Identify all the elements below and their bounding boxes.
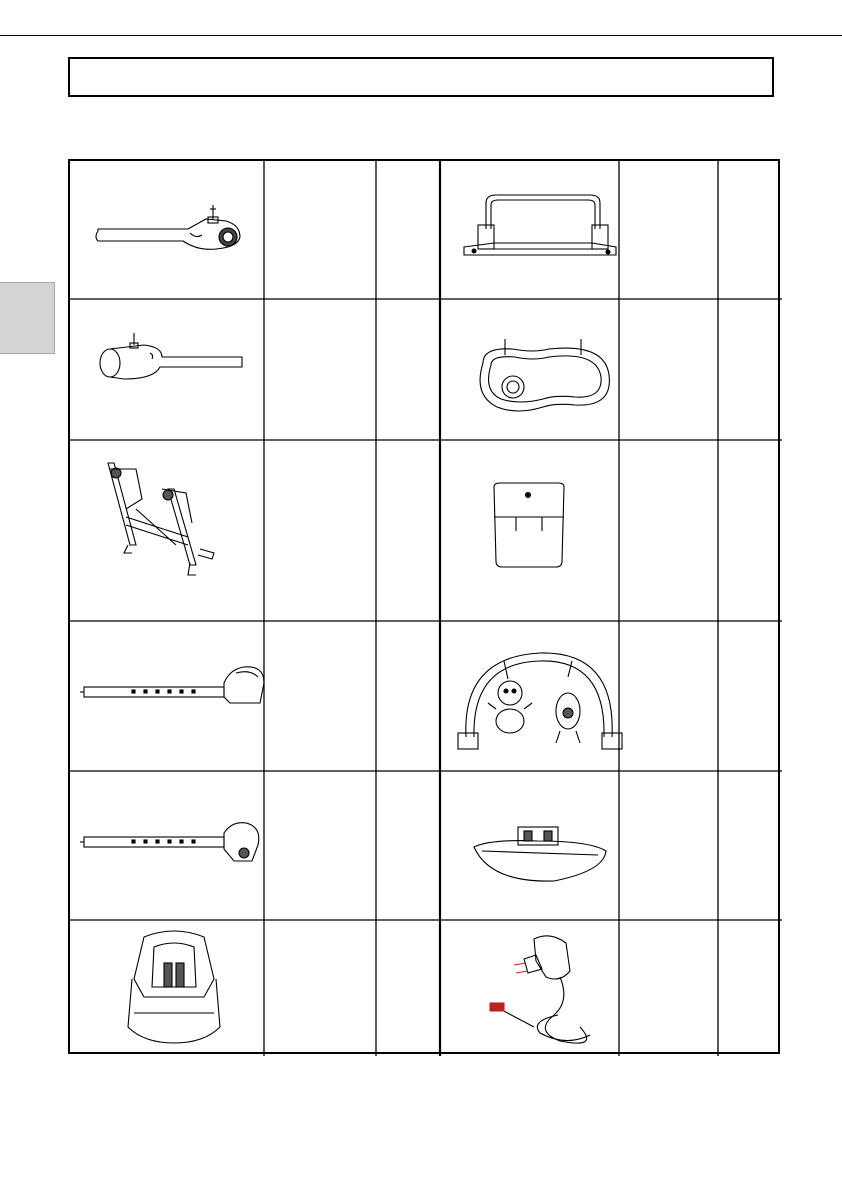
cut-line [0,35,842,36]
header-box [68,57,774,97]
footrest-icon [470,821,610,890]
tray-with-cup-holder-icon [463,333,623,428]
parts-table [68,159,780,1054]
adjustable-tube-left-icon [80,663,260,714]
power-adapter-icon [470,931,610,1058]
battery-box-icon [490,481,570,574]
seat-unit-icon [124,927,224,1050]
base-frame-assembly-icon [96,449,216,584]
front-crossbar-frame-icon [458,189,618,274]
rear-leg-with-hub-icon [88,199,248,264]
adjustable-tube-right-icon [80,817,260,872]
side-tab [0,282,55,354]
front-leg-with-hub-icon [94,331,254,396]
table-grid [70,161,782,1056]
toy-bar-with-hanging-toys-icon [456,637,626,774]
